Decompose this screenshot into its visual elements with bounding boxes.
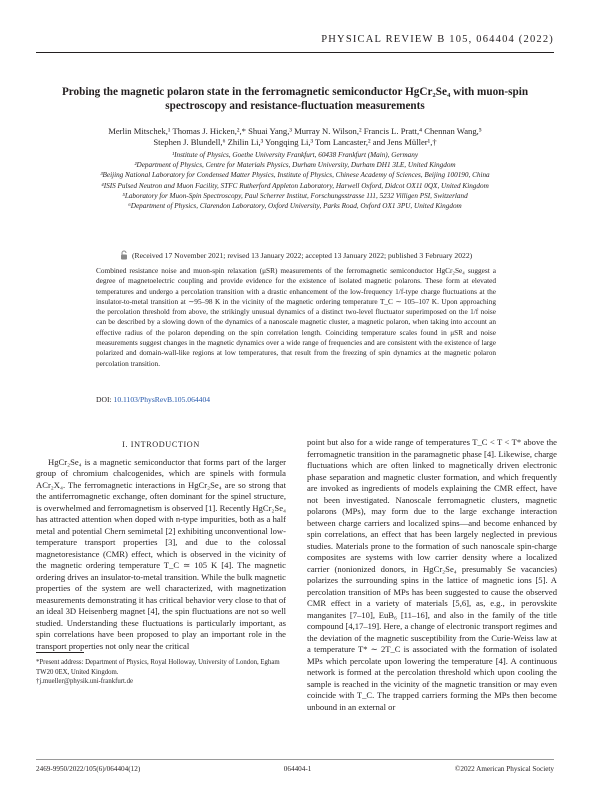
author-list bbox=[40, 126, 550, 149]
doi-line bbox=[96, 395, 210, 404]
open-access-icon bbox=[120, 250, 128, 260]
affiliation-4: ⁴ISIS Pulsed Neutron and Muon Facility, STFC Rutherford Appleton Laboratory, Harwell Oxford, Didcot OX11 0QX, United Kingdom bbox=[101, 181, 489, 190]
doi-label: DOI: bbox=[96, 395, 112, 404]
author-line-2: Stephen J. Blundell,⁶ Zhilin Li,³ Yongqing Li,³ Tom Lancaster,² and Jens Müller¹,† bbox=[153, 137, 437, 148]
left-column bbox=[36, 437, 286, 652]
footnotes bbox=[36, 658, 286, 687]
footnote-email: †j.mueller@physik.uni-frankfurt.de bbox=[36, 678, 134, 686]
affiliation-1: ¹Institute of Physics, Goethe University Frankfurt, 60438 Frankfurt (Main), Germany bbox=[171, 151, 419, 159]
affiliation-6: ⁶Department of Physics, Clarendon Laboratory, Oxford University, Parks Road, Oxford OX1 3PU, United Kingdom bbox=[128, 202, 462, 211]
affiliation-5: ⁵Laboratory for Muon-Spin Spectroscopy, Paul Scherrer Institut, Forschungsstrasse 111, 5232 Villigen PSI, Switzerland bbox=[122, 191, 468, 200]
intro-paragraph-left: HgCr₂Se₄ is a magnetic semiconductor that forms part of the larger group of chromium chalcogenides, which are spinels with formula ACr₂X₄. The ferromagnetic interactions in HgCr₂Se₄ are so strong that the antiferromagnetic exchange, often dominant for the spinel structure, is overwhelmed and ferromagnetism is observed [1]. Recently HgCr₂Se₄ has attracted attention when doped with n-type impurities, both as a half metal and potential Chern semimetal [2] exhibiting unconventional low-temperature transport properties [3], and due to the colossal magnetoresistance (CMR) effect, which is observed in the vicinity of the magnetic ordering temperature T_C ≃ 105 K [4]. The magnetic ordering drives an insulator-to-metal transition. While the bulk magnetic properties of the system are well characterized, with magnetization measurements demonstrating it has critical behavior very close to that of an ideal 3D Heisenberg magnet [4], the spin fluctuations are not so well studied. Understanding these fluctuations is particularly important, as spin correlations have been proposed to play an important role in the transport properties not only near the critical bbox=[36, 456, 286, 651]
section-heading: I. INTRODUCTION bbox=[122, 440, 200, 449]
footnote-present-address: *Present address: Department of Physics, Royal Holloway, University of London, Egham TW20 0EX, United Kingdom. bbox=[36, 659, 280, 676]
footnote-rule bbox=[36, 652, 84, 653]
author-line-1: Merlin Mitschek,¹ Thomas J. Hicken,²,* Shuai Yang,³ Murray N. Wilson,² Francis L. Pratt,⁴ Chennan Wang,⁵ bbox=[108, 126, 482, 136]
intro-paragraph-right: point but also for a wide range of temperatures T_C < T < T* above the ferromagnetic transition in the paramagnetic phase [4]. Likewise, charge fluctuations which are often linked to magnetically driven electronic phase separation and magnetic cluster formation, and which frequently are invoked as ingredients of models explaining the CMR effect, have not been investigated. Nanoscale ferromagnetic clusters, magnetic polarons (MPs), may form due to the large exchange interaction between charge carriers and localized spins—and become enhanced by spin correlations, an effect that has been largely neglected in previous studies. Materials prone to the formation of such nanoscale spin-charge composites are systems with low carrier density where a localized carrier (nonionized donors, in HgCr₂Se₄ presumably Se vacancies) polarizes the surrounding spins in the lattice of magnetic ions [5]. A percolation transition of MPs has been suggested to cause the observed CMR effect in a variety of materials [5,6], as, e.g., in perovskite manganites [7–10], EuB₆ [11–16], and also in the family of the title compound [4,17–19]. Here, a change of electronic transport regimes and the deviation of the magnetic susceptibility from the Curie-Weiss law at a temperature T* ∼ 2T_C is associated with the formation of isolated MPs which percolate upon lowering the temperature [4]. A continuous network is formed at the percolation threshold which upon cooling the sample is reached in the vicinity of the magnetic transition or may even coincide with T_C. The trapped carriers forming the MPs then become unbound in an external or bbox=[307, 437, 557, 712]
affiliations bbox=[40, 150, 550, 211]
footer-rule bbox=[36, 759, 554, 760]
received-dates bbox=[120, 250, 490, 260]
paper-title: Probing the magnetic polaron state in the ferromagnetic semiconductor HgCr₂Se₄ with muon-spin spectroscopy and resistance-fluctuation measurements bbox=[61, 86, 529, 112]
page-footer bbox=[36, 765, 554, 773]
doi-link[interactable]: 10.1103/PhysRevB.105.064404 bbox=[113, 395, 211, 404]
affiliation-2: ²Department of Physics, Centre for Materials Physics, Durham University, Durham DH1 3LE, United Kingdom bbox=[134, 161, 456, 170]
footer-copyright: ©2022 American Physical Society bbox=[454, 765, 554, 773]
right-column bbox=[307, 437, 557, 713]
abstract: Combined resistance noise and muon-spin relaxation (μSR) measurements of the ferromagnetic semiconductor HgCr₂Se₄ suggest a degree of magnetoelectric coupling and provide evidence for the existence of isolated magnetic polarons. These form at elevated temperatures and undergo a percolation transition with a drastic enhancement of the low-frequency 1/f-type charge fluctuations at the insulator-to-metal transition at ∼95–98 K in the vicinity of the magnetic ordering temperature T_C ∼ 105–107 K. Upon approaching the percolation threshold from above, the strikingly unusual dynamics of a distinct two-level fluctuator superimposed on the 1/f noise can be described by a slowing down of the dynamics of a nanoscale magnetic cluster, a magnetic polaron, when taking into account an effective radius of the polaron depending on the spin correlation length. Coinciding temperature scales found in μSR and noise measurements suggest changes in the magnetic dynamics over a wide range of frequencies and are consistent with the existence of large polarized and domain-wall-like regions at low temperatures, that result from the freezing of spin dynamics at the magnetic polaron percolation transition. bbox=[96, 266, 496, 368]
affiliation-3: ³Beijing National Laboratory for Condensed Matter Physics, Institute of Physics, Chinese Academy of Sciences, Beijing 100190, China bbox=[100, 171, 490, 180]
journal-header: PHYSICAL REVIEW B 105, 064404 (2022) bbox=[321, 34, 554, 45]
page-number: 064404-1 bbox=[283, 765, 312, 773]
header-rule bbox=[36, 52, 554, 53]
footer-issn: 2469-9950/2022/105(6)/064404(12) bbox=[36, 765, 141, 773]
received-text: (Received 17 November 2021; revised 13 January 2022; accepted 13 January 2022; published 3 February 2022) bbox=[132, 250, 473, 260]
